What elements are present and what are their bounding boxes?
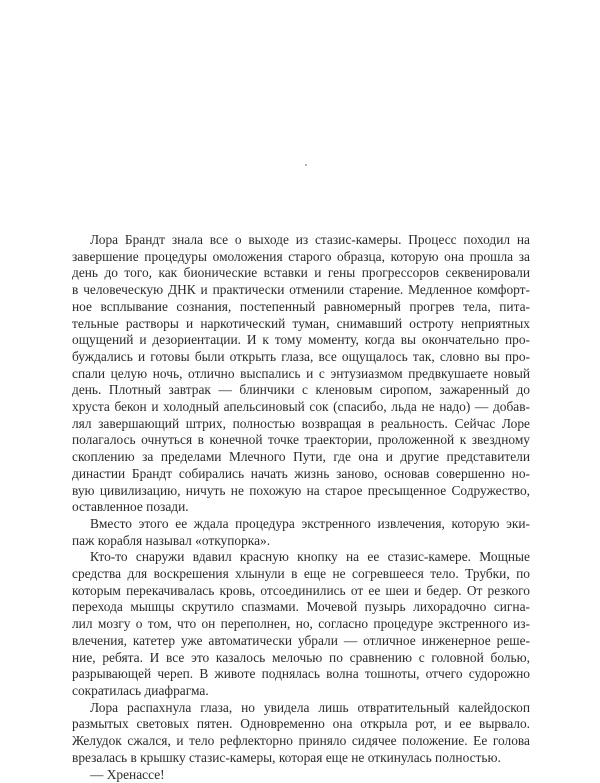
text-line: размытых световых пятен. Одновременно она открыла рот, и ее вырвало. <box>72 716 530 733</box>
text-line: паж корабля называл «откупорка». <box>72 533 530 550</box>
text-line: полагалось очнуться в конечной точке траектории, проложенной к звездному <box>72 432 530 449</box>
text-line: день до того, как бионические вставки и гены прогрессоров секвенировали <box>72 265 530 282</box>
text-line: — Хренассе! <box>72 767 530 783</box>
text-line: Лора распахнула глаза, но увидела лишь отвратительный калейдоскоп <box>72 700 530 717</box>
text-line: день. Плотный завтрак — блинчики с кленовым сиропом, зажаренный до <box>72 382 530 399</box>
text-line: спали целую ночь, отлично выспались и с энтузиазмом предвкушаете новый <box>72 366 530 383</box>
text-line: Лора Брандт знала все о выходе из стазис-камеры. Процесс походил на <box>72 232 530 249</box>
text-line: разрывающей череп. В животе поднялась волна тошноты, отчего судорожно <box>72 666 530 683</box>
text-line: в человеческую ДНК и практически отменили старение. Медленное комфорт- <box>72 282 530 299</box>
text-line: Кто-то снаружи вдавил красную кнопку на ее стазис-камере. Мощные <box>72 549 530 566</box>
page-speck <box>305 164 307 166</box>
text-line: сократилась диафрагма. <box>72 683 530 700</box>
text-line: Вместо этого ее ждала процедура экстренного извлечения, которую эки- <box>72 516 530 533</box>
text-line: Желудок сжался, и тело рефлекторно приняло сидячее положение. Ее голова <box>72 733 530 750</box>
text-line: завершение процедуры омоложения старого образца, которую она прошла за <box>72 249 530 266</box>
text-line: средства для воскрешения хлынули в еще не согревшееся тело. Трубки, по <box>72 566 530 583</box>
text-line: тельные растворы и наркотический туман, снимавший остроту неприятных <box>72 316 530 333</box>
body-text <box>72 232 530 783</box>
text-line: которым перекачивалась кровь, отсоединились от ее шеи и бедер. От резкого <box>72 583 530 600</box>
text-line: хруста бекон и холодный апельсиновый сок (спасибо, льда не надо) — добав- <box>72 399 530 416</box>
text-line: влечения, катетер уже автоматически убрали — отличное инженерное реше- <box>72 633 530 650</box>
text-line: перехода мышцы скрутило спазмами. Мочевой пузырь лихорадочно сигна- <box>72 599 530 616</box>
text-line: вую цивилизацию, ничуть не похожую на старое пресыщенное Содружество, <box>72 483 530 500</box>
text-line: лял завершающий штрих, полностью возвращая в реальность. Сейчас Лоре <box>72 416 530 433</box>
text-line: ние, ребята. И все это казалось мелочью по сравнению с головной болью, <box>72 650 530 667</box>
text-line: лил мозгу о том, что он переполнен, но, согласно процедуре экстренного из- <box>72 616 530 633</box>
text-line: буждались и готовы были открыть глаза, все ощущалось так, словно вы про- <box>72 349 530 366</box>
text-line: скоплению за пределами Млечного Пути, где она и другие представители <box>72 449 530 466</box>
text-line: ное всплывание сознания, постепенный равномерный прогрев тела, пита- <box>72 299 530 316</box>
text-line: династии Брандт собирались начать жизнь заново, основав совершенно но- <box>72 466 530 483</box>
text-line: ощущений и дезориентации. И к тому моменту, когда вы окончательно про- <box>72 332 530 349</box>
text-line: врезалась в крышку стазис-камеры, которая еще не откинулась полностью. <box>72 750 530 767</box>
text-line: оставленное позади. <box>72 499 530 516</box>
